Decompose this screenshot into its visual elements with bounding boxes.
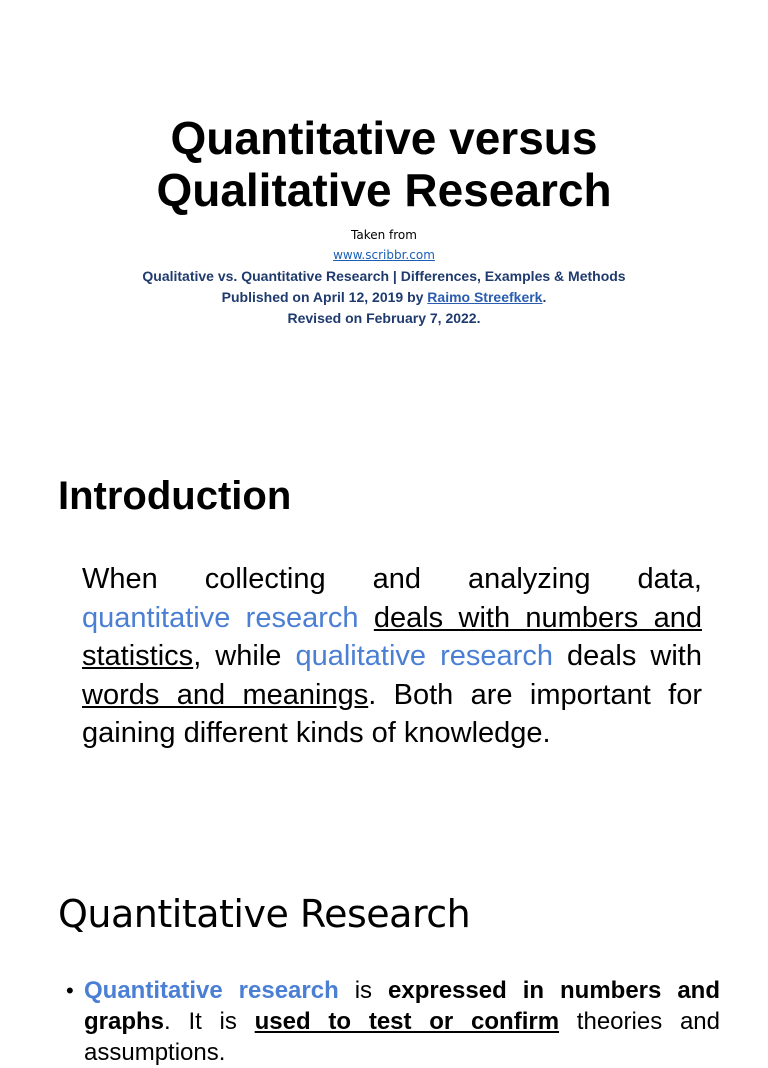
revised-line: Revised on February 7, 2022.	[287, 310, 481, 326]
bullet-text-rest: theories and assumptions.	[84, 1008, 720, 1066]
intro-text-when: When collecting and analyzing data,	[82, 563, 702, 595]
intro-text-end: . Both are important for gaining different kinds of knowledge.	[82, 678, 702, 750]
published-prefix: Published on April 12, 2019 by	[221, 289, 428, 305]
bullet-text-is: is	[338, 977, 388, 1004]
intro-text-deals: deals with	[552, 640, 702, 673]
bullet-text-used: used to test or confirm	[254, 1008, 560, 1035]
intro-text-while: , while	[193, 640, 296, 673]
quantitative-research-link[interactable]: quantitative research	[82, 601, 359, 634]
published-suffix: .	[542, 289, 547, 305]
taken-from-label: Taken from	[351, 228, 417, 242]
introduction-heading: Introduction	[58, 474, 292, 518]
source-attribution	[0, 226, 768, 329]
quantitative-research-term[interactable]: Quantitative research	[84, 977, 339, 1004]
quantitative-research-heading: Quantitative Research	[58, 892, 471, 936]
published-line	[0, 287, 768, 308]
article-title: Qualitative vs. Quantitative Research | Differences, Examples & Methods	[142, 268, 626, 284]
title-line-1: Quantitative versus	[170, 112, 598, 164]
intro-text-space	[359, 602, 374, 634]
introduction-paragraph	[82, 560, 702, 753]
list-item	[66, 975, 720, 1068]
intro-numbers-statistics: deals with numbers and statistics	[82, 601, 702, 673]
qualitative-research-link[interactable]: qualitative research	[295, 640, 553, 673]
author-link[interactable]: Raimo Streefkerk	[427, 289, 543, 305]
bullet-text-it-is: . It is	[164, 1008, 255, 1035]
document-title	[0, 112, 768, 216]
intro-words-meanings: words and meanings	[82, 678, 369, 711]
scribbr-link[interactable]: www.scribbr.com	[333, 248, 435, 262]
bullet-icon: •	[66, 978, 74, 1003]
title-line-2: Qualitative Research	[156, 164, 612, 216]
bullet-text-expressed: expressed in numbers and graphs	[84, 977, 720, 1035]
quantitative-bullet-list	[66, 975, 720, 1068]
